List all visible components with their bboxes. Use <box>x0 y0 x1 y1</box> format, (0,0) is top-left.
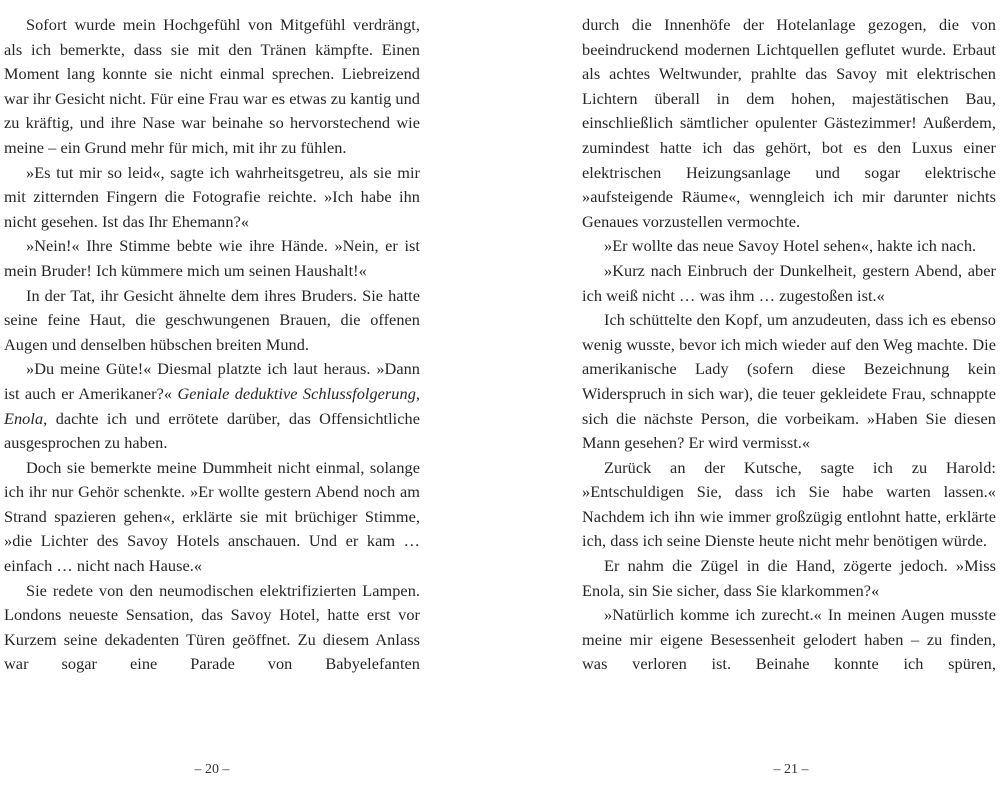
paragraph: Sofort wurde mein Hochgefühl von Mitgefühl verdrängt, als ich bemerkte, dass sie mit den Tränen kämpfte. Einen Moment lang konnte sie nicht einmal sprechen. Liebreizend war ihr Gesicht nicht. Für eine Frau war es etwas zu kantig und zu kräftig, und ihre Nase war beinahe so hervorstechend wie meine – ein Grund mehr für mich, mit ihr zu fühlen. <box>4 15 420 157</box>
paragraph: »Kurz nach Einbruch der Dunkelheit, gestern Abend, aber ich weiß nicht … was ihm … zugestoßen ist.« <box>582 260 996 305</box>
paragraph: »Er wollte das neue Savoy Hotel sehen«, hakte ich nach. <box>604 236 977 256</box>
italic-thought: Geniale deduktive Schlussfolgerung, Enola <box>4 383 420 428</box>
paragraph: Zurück an der Kutsche, sagte ich zu Harold: »Entschuldigen Sie, dass ich Sie habe warten lassen.« Nachdem ich ihn wie immer großzügig entlohnt hatte, erklärte ich, dass ich seine Dienste heute nicht mehr benötigen würde. <box>582 457 996 551</box>
paragraph <box>4 357 420 455</box>
page-number-left: – 20 – <box>194 762 230 777</box>
text-run: »Du meine Güte!« Diesmal platzte ich laut heraus. »Dann ist auch er Amerikaner?« <box>4 359 420 403</box>
text-run: , dachte ich und errötete darüber, das Offensichtliche ausgesprochen zu haben. <box>4 408 420 453</box>
page-number-right: – 21 – <box>773 762 809 777</box>
paragraph: Ich schüttelte den Kopf, um anzudeuten, dass ich es ebenso wenig wusste, bevor ich mich wieder auf den Weg machte. Die amerikanische Lady (sofern diese Bezeichnung kein Widerspruch in sich war), die teuer gekleidete Frau, schnappte sich die nächste Person, die vorbeikam. »Haben Sie diesen Mann gesehen? Er wird vermisst.« <box>582 310 996 453</box>
paragraph: In der Tat, ihr Gesicht ähnelte dem ihres Bruders. Sie hatte seine feine Haut, die geschwungenen Brauen, die offenen Augen und denselben hübschen breiten Mund. <box>4 285 420 354</box>
left-page <box>4 13 420 677</box>
paragraph: Doch sie bemerkte meine Dummheit nicht einmal, solange ich ihr nur Gehör schenkte. »Er wollte gestern Abend noch am Strand spazieren gehen«, erklärte sie mit brüchiger Stimme, »die Lichter des Savoy Hotels anschauen. Und er kam … einfach … nicht nach Hause.« <box>4 457 420 576</box>
right-page <box>582 13 996 677</box>
paragraph: »Natürlich komme ich zurecht.« In meinen Augen musste meine mir eigene Besessenheit gelodert haben – zu finden, was verloren ist. Beinahe konnte ich spüren, <box>582 605 996 674</box>
paragraph: Sie redete von den neumodischen elektrifizierten Lampen. Londons neueste Sensation, das Savoy Hotel, hatte erst vor Kurzem seine dekadenten Türen geöffnet. Zu diesem Anlass war sogar eine Parade von Babyelefanten <box>4 580 420 674</box>
paragraph: Er nahm die Zügel in die Hand, zögerte jedoch. »Miss Enola, sin Sie sicher, dass Sie klarkommen?« <box>582 556 996 600</box>
paragraph-continuation: durch die Innenhöfe der Hotelanlage gezogen, die von beeindruckend modernen Lichtquellen geflutet wurde. Erbaut als achtes Weltwunder, prahlte das Savoy mit elektrischen Lichtern überall in dem hohen, majestätischen Bau, einschließlich sämtlicher opulenter Gästezimmer! Außerdem, zumindest hatte ich das gehört, bot es den Luxus einer elektrischen Heizungsanlage und sogar elektrische »aufsteigende Räume«, wenngleich ich mir darunter nichts Genaues vorzustellen vermochte. <box>582 15 996 231</box>
paragraph: »Nein!« Ihre Stimme bebte wie ihre Hände. »Nein, er ist mein Bruder! Ich kümmere mich um seinen Haushalt!« <box>4 236 420 280</box>
paragraph: »Es tut mir so leid«, sagte ich wahrheitsgetreu, als sie mir mit zitternden Fingern die Fotografie reichte. »Ich habe ihn nicht gesehen. Ist das Ihr Ehemann?« <box>4 162 420 231</box>
